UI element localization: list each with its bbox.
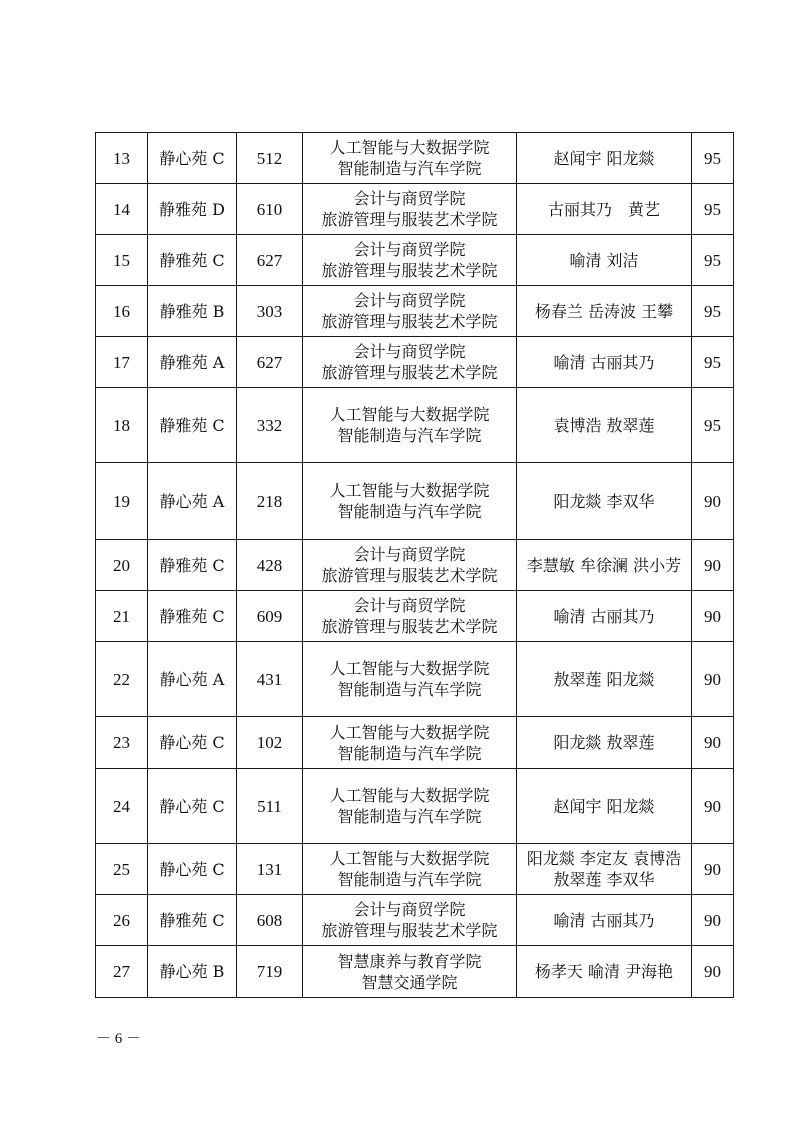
student-names bbox=[517, 286, 692, 337]
college-names bbox=[303, 769, 517, 844]
row-number: 17 bbox=[96, 337, 148, 388]
row-number: 14 bbox=[96, 184, 148, 235]
score: 95 bbox=[692, 235, 734, 286]
table-row bbox=[96, 286, 734, 337]
student-names-text: 喻清 刘洁 bbox=[569, 250, 639, 270]
row-number: 16 bbox=[96, 286, 148, 337]
student-names bbox=[517, 133, 692, 184]
college-line: 智能制造与汽车学院 bbox=[337, 426, 482, 445]
score: 90 bbox=[692, 895, 734, 946]
room-number: 609 bbox=[237, 591, 303, 642]
student-names-text: 古丽其乃 黄艺 bbox=[547, 199, 660, 219]
college-line: 人工智能与大数据学院 bbox=[329, 405, 490, 424]
dorm-building: 静雅苑 C bbox=[148, 540, 237, 591]
college-line: 会计与商贸学院 bbox=[353, 291, 466, 310]
student-names-text: 李慧敏 牟徐澜 洪小芳 bbox=[526, 555, 682, 575]
student-names bbox=[517, 895, 692, 946]
table-row bbox=[96, 337, 734, 388]
score: 90 bbox=[692, 844, 734, 895]
student-names-text: 喻清 古丽其乃 bbox=[553, 606, 655, 626]
row-number: 23 bbox=[96, 717, 148, 769]
score: 95 bbox=[692, 337, 734, 388]
table-row bbox=[96, 895, 734, 946]
row-number: 22 bbox=[96, 642, 148, 717]
room-number: 332 bbox=[237, 388, 303, 463]
dorm-inspection-table bbox=[95, 132, 734, 998]
room-number: 218 bbox=[237, 463, 303, 540]
room-number: 131 bbox=[237, 844, 303, 895]
row-number: 25 bbox=[96, 844, 148, 895]
dorm-building: 静雅苑 C bbox=[148, 591, 237, 642]
row-number: 18 bbox=[96, 388, 148, 463]
score: 90 bbox=[692, 591, 734, 642]
student-names-text: 杨孝天 喻清 尹海艳 bbox=[534, 962, 674, 981]
student-names-text: 喻清 古丽其乃 bbox=[553, 910, 655, 930]
college-line: 智能制造与汽车学院 bbox=[337, 680, 482, 699]
table-row bbox=[96, 717, 734, 769]
room-number: 719 bbox=[237, 946, 303, 998]
college-line: 旅游管理与服装艺术学院 bbox=[321, 566, 498, 585]
student-names-text: 赵闻宇 阳龙燚 bbox=[553, 796, 655, 816]
student-names bbox=[517, 591, 692, 642]
room-number: 512 bbox=[237, 133, 303, 184]
student-names-text: 赵闻宇 阳龙燚 bbox=[553, 148, 655, 168]
room-number: 608 bbox=[237, 895, 303, 946]
college-names bbox=[303, 895, 517, 946]
college-line: 旅游管理与服装艺术学院 bbox=[321, 210, 498, 229]
college-line: 会计与商贸学院 bbox=[353, 900, 466, 919]
dorm-building: 静心苑 C bbox=[148, 717, 237, 769]
row-number: 20 bbox=[96, 540, 148, 591]
college-line: 会计与商贸学院 bbox=[353, 545, 466, 564]
college-line: 旅游管理与服装艺术学院 bbox=[321, 261, 498, 280]
row-number: 15 bbox=[96, 235, 148, 286]
college-line: 会计与商贸学院 bbox=[353, 240, 466, 259]
college-line: 人工智能与大数据学院 bbox=[329, 481, 490, 500]
table-row bbox=[96, 769, 734, 844]
row-number: 13 bbox=[96, 133, 148, 184]
dorm-building: 静心苑 A bbox=[148, 463, 237, 540]
table-body bbox=[96, 133, 734, 998]
college-line: 人工智能与大数据学院 bbox=[329, 659, 490, 678]
student-names bbox=[517, 463, 692, 540]
dorm-building: 静雅苑 C bbox=[148, 235, 237, 286]
college-line: 会计与商贸学院 bbox=[353, 596, 466, 615]
college-names bbox=[303, 591, 517, 642]
college-line: 智慧交通学院 bbox=[361, 972, 458, 992]
room-number: 627 bbox=[237, 235, 303, 286]
score: 95 bbox=[692, 184, 734, 235]
score: 90 bbox=[692, 540, 734, 591]
dorm-building: 静心苑 C bbox=[148, 133, 237, 184]
college-names bbox=[303, 235, 517, 286]
student-names bbox=[517, 769, 692, 844]
college-line: 智能制造与汽车学院 bbox=[337, 159, 482, 178]
table-row bbox=[96, 642, 734, 717]
student-names-text: 喻清 古丽其乃 bbox=[553, 352, 655, 372]
college-names bbox=[303, 844, 517, 895]
college-names bbox=[303, 388, 517, 463]
row-number: 19 bbox=[96, 463, 148, 540]
dorm-building: 静雅苑 D bbox=[148, 184, 237, 235]
college-names bbox=[303, 717, 517, 769]
college-names bbox=[303, 946, 517, 998]
student-names-text: 袁博浩 敖翠莲 bbox=[553, 415, 655, 435]
college-names bbox=[303, 337, 517, 388]
table-row bbox=[96, 235, 734, 286]
student-names bbox=[517, 337, 692, 388]
page-number: － 6 － bbox=[96, 1031, 142, 1047]
table-row bbox=[96, 388, 734, 463]
table-row bbox=[96, 184, 734, 235]
dorm-building: 静雅苑 C bbox=[148, 388, 237, 463]
college-line: 旅游管理与服装艺术学院 bbox=[321, 921, 498, 940]
student-names bbox=[517, 844, 692, 895]
college-line: 旅游管理与服装艺术学院 bbox=[321, 363, 498, 382]
score: 90 bbox=[692, 717, 734, 769]
row-number: 26 bbox=[96, 895, 148, 946]
college-line: 旅游管理与服装艺术学院 bbox=[321, 617, 498, 636]
student-names-text: 杨春兰 岳涛波 王攀 bbox=[534, 301, 674, 321]
college-names bbox=[303, 540, 517, 591]
score: 90 bbox=[692, 769, 734, 844]
college-line: 人工智能与大数据学院 bbox=[329, 786, 490, 805]
college-line: 智能制造与汽车学院 bbox=[337, 870, 482, 889]
student-names-text: 阳龙燚 敖翠莲 bbox=[553, 733, 655, 752]
college-line: 会计与商贸学院 bbox=[353, 189, 466, 208]
dorm-building: 静心苑 B bbox=[148, 946, 237, 998]
college-line: 人工智能与大数据学院 bbox=[329, 849, 490, 868]
score: 90 bbox=[692, 463, 734, 540]
room-number: 102 bbox=[237, 717, 303, 769]
dorm-building: 静雅苑 B bbox=[148, 286, 237, 337]
row-number: 27 bbox=[96, 946, 148, 998]
college-line: 会计与商贸学院 bbox=[353, 342, 466, 361]
room-number: 610 bbox=[237, 184, 303, 235]
table-row bbox=[96, 591, 734, 642]
student-names bbox=[517, 717, 692, 769]
dorm-building: 静雅苑 C bbox=[148, 895, 237, 946]
college-names bbox=[303, 463, 517, 540]
table-row bbox=[96, 133, 734, 184]
college-names bbox=[303, 133, 517, 184]
score: 90 bbox=[692, 642, 734, 717]
college-line: 智能制造与汽车学院 bbox=[337, 743, 482, 763]
score: 90 bbox=[692, 946, 734, 998]
college-names bbox=[303, 286, 517, 337]
score: 95 bbox=[692, 388, 734, 463]
student-names bbox=[517, 184, 692, 235]
student-names bbox=[517, 388, 692, 463]
dorm-building: 静心苑 A bbox=[148, 642, 237, 717]
student-names bbox=[517, 540, 692, 591]
score: 95 bbox=[692, 133, 734, 184]
room-number: 428 bbox=[237, 540, 303, 591]
table-row bbox=[96, 540, 734, 591]
score: 95 bbox=[692, 286, 734, 337]
college-line: 人工智能与大数据学院 bbox=[329, 722, 490, 742]
student-names-text: 阳龙燚 李双华 bbox=[553, 491, 655, 511]
college-names bbox=[303, 184, 517, 235]
college-names bbox=[303, 642, 517, 717]
room-number: 431 bbox=[237, 642, 303, 717]
dorm-building: 静雅苑 A bbox=[148, 337, 237, 388]
college-line: 智能制造与汽车学院 bbox=[337, 502, 482, 521]
row-number: 21 bbox=[96, 591, 148, 642]
table-row bbox=[96, 844, 734, 895]
student-names bbox=[517, 642, 692, 717]
room-number: 303 bbox=[237, 286, 303, 337]
table-row bbox=[96, 463, 734, 540]
college-line: 旅游管理与服装艺术学院 bbox=[321, 312, 498, 331]
table-row bbox=[96, 946, 734, 998]
dorm-building: 静心苑 C bbox=[148, 844, 237, 895]
dorm-building: 静心苑 C bbox=[148, 769, 237, 844]
room-number: 627 bbox=[237, 337, 303, 388]
room-number: 511 bbox=[237, 769, 303, 844]
row-number: 24 bbox=[96, 769, 148, 844]
college-line: 智能制造与汽车学院 bbox=[337, 807, 482, 826]
student-names bbox=[517, 946, 692, 998]
college-line: 人工智能与大数据学院 bbox=[329, 138, 490, 157]
student-names bbox=[517, 235, 692, 286]
college-line: 智慧康养与教育学院 bbox=[337, 951, 482, 971]
student-names-text: 敖翠莲 阳龙燚 bbox=[553, 669, 655, 689]
student-names-text: 阳龙燚 李定友 袁博浩 敖翠莲 李双华 bbox=[526, 849, 682, 889]
